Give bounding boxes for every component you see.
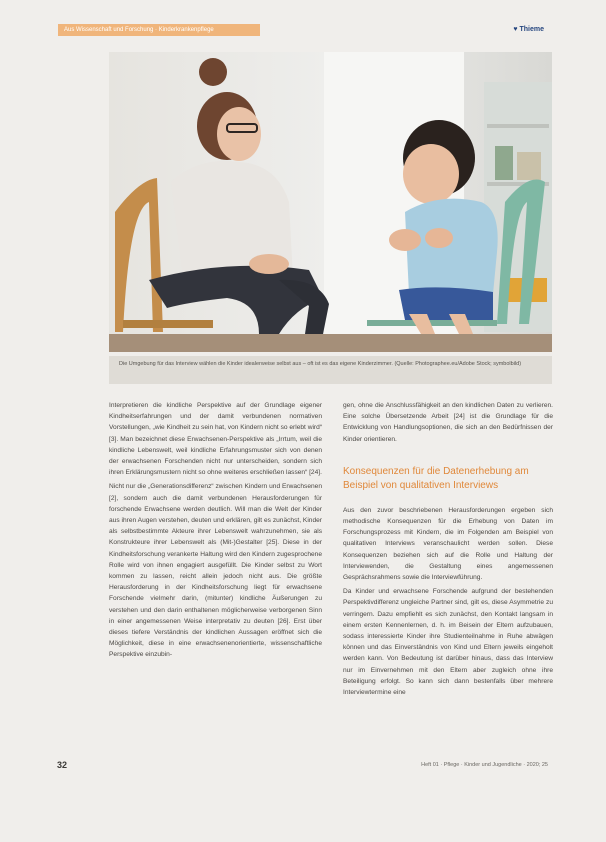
publisher-name: Thieme: [519, 26, 544, 33]
left-column: [109, 400, 322, 661]
left-paragraph-1: Interpretieren die kindliche Perspektive auf der Grundlage eigener Kindheitserfahrungen und der damit verbundenen normativen Vorstellungen, „wie Kindheit zu sein hat, von Kindern nicht so erlebt wird“ [3]. Man bezeichnet diese Erwachsenen-Perspektive als „Irrtum, weil die kindliche Lebenswelt, weil kindliche Erfahrungsmuster sich von denen der erwachsenen Forschenden nicht nur unterscheiden, sondern sich ihren Erklärungsmustern nicht so ohne weiteres erschließen lassen“ [24].: [109, 402, 322, 477]
section-heading: Konsequenzen für die Datenerhebung am Beispiel von qualitativen Interviews: [343, 465, 529, 491]
right-paragraph-3: Da Kinder und erwachsene Forschende aufgrund der bestehenden Perspektivdifferenz ungleiche Partner sind, gilt es, diese Asymmetrie zu verringern. Dazu empfiehlt es sich zunächst, den Kontakt langsam in einem ersten Kennenlernen, d. h. im Beisein der Eltern aufzubauen, sodass interessierte Kinder ihre Studienteilnahme in Ruhe abwägen können und das Einverständnis von Kind und Eltern jeweils eingeholt werden kann. Von Bedeutung ist darüber hinaus, dass das Interview nur im Einvernehmen mit den Eltern aber zugleich ohne ihre Beteiligung erfolgt. So kann sich dann bestenfalls über mehrere Interviewtermine eine: [343, 588, 553, 697]
right-column: [343, 400, 553, 698]
footer-source: Heft 01 · Pflege · Kinder und Jugendliche · 2020; 25: [421, 762, 548, 768]
article-photo: [109, 52, 552, 352]
right-paragraph-2: Aus den zuvor beschriebenen Herausforderungen ergeben sich methodische Konsequenzen für die Erhebung von Daten im Forschungsprozess mit Kindern, die im Folgenden am Beispiel von qualitativen Interviews veranschaulicht werden sollen. Diese Konsequenzen beziehen sich auf die Rolle und Haltung der Interviewenden, die Gestaltung eines angemessenen Gesprächsrahmens sowie die Interviewführung.: [343, 506, 553, 582]
left-paragraph-2: Nicht nur die „Generationsdifferenz“ zwischen Kindern und Erwachsenen [2], sondern auch die damit verbundenen Herausforderungen für forschende Erwachsene werden deutlich. Will man die Welt der Kinder aus ihren Augen verstehen, deuten und erklären, gilt es zunächst, Kinder als selbstbestimmte Akteure ihrer Lebenswelt wahrzunehmen, sie als Konstrukteure ihrer Lebenswelt als (Mit-)Gestalter [25]. Diese in der Kindheitsforschung verankerte Haltung wird den Kindern zugesprochene Rolle wird von ihnen engagiert ausgefüllt. Die Kinder selbst zu Wort kommen zu lassen, reicht allein jedoch nicht aus. Die größte Herausforderung in der Kindheitsforschung liegt für erwachsene Forschende vielmehr darin, (mitunter) kindliche Äußerungen zu verstehen und den darin enthaltenen möglicherweise verborgenen Sinn in einer angemessenen Weise interpretativ zu deuten [26]. Erst über dieses tiefere Verständnis der kindlichen Aussagen eröffnet sich die Möglichkeit, diese in eine erwachsenenorientierte, wissenschaftliche Perspektive einzubin-: [109, 483, 322, 659]
page-number: 32: [57, 760, 68, 770]
photo-caption: Die Umgebung für das Interview wählen die Kinder idealerweise selbst aus – oft ist es das eigene Kinderzimmer. (Quelle: Photographee.eu/Adobe Stock; symbolbild): [109, 356, 552, 384]
header-band: Aus Wissenschaft und Forschung · Kinderkrankenpflege: [58, 24, 260, 36]
photo-illustration: [109, 52, 552, 352]
publisher-logo: [513, 25, 544, 35]
thieme-heart-icon: ♥: [513, 26, 518, 33]
right-paragraph-1: gen, ohne die Anschlussfähigkeit an den kindlichen Daten zu verlieren. Eine solche Übersetzende Arbeit [24] ist die Grundlage für die Entwicklung von Handlungsoptionen, die sich an den Bedürfnissen der Kinder orientieren.: [343, 402, 553, 443]
